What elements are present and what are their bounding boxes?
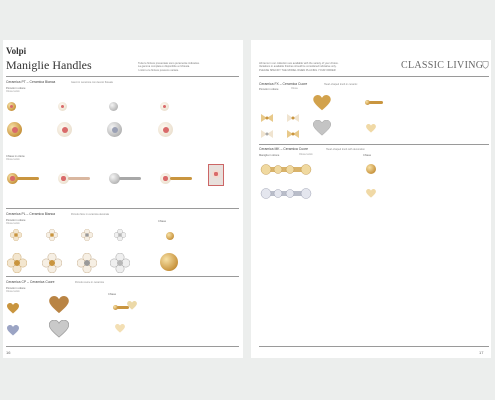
left-catalog-page xyxy=(3,40,243,358)
knob-image xyxy=(166,232,174,240)
heart-knob-image xyxy=(49,296,69,314)
tile-image xyxy=(208,164,224,186)
flower-knob-image xyxy=(42,253,62,273)
knob-image xyxy=(57,122,72,137)
section-divider xyxy=(6,276,239,277)
section-note: Heart-shaped knob in ceramic xyxy=(324,83,358,86)
section-divider xyxy=(6,208,239,209)
knob-image xyxy=(109,102,118,111)
flower-knob-image xyxy=(81,229,93,241)
flower-knob-image xyxy=(46,229,58,241)
finish-sub: Ottone lucido xyxy=(299,154,313,156)
flower-knob-image xyxy=(110,253,130,273)
finish-label: Maniglia in ottone xyxy=(259,154,280,157)
brand-name: Volpi xyxy=(6,46,27,56)
flower-knob-image xyxy=(77,253,97,273)
knob-image xyxy=(7,102,16,111)
key-shaft-image xyxy=(17,177,39,180)
knob-image xyxy=(160,102,169,111)
section-note: Pomolo cuore in ceramica xyxy=(75,281,104,284)
heart-knob-image xyxy=(366,189,376,198)
finish-sub: Ottone lucido xyxy=(6,159,20,161)
flower-knob-image xyxy=(10,229,22,241)
right-catalog-page xyxy=(251,40,491,358)
finish-label: Chiave xyxy=(363,154,372,157)
knob-image xyxy=(158,122,173,137)
page-title: Maniglie Handles xyxy=(6,58,92,72)
finish-label: Chiave xyxy=(108,293,117,296)
finish-label: Chiave in ottone xyxy=(6,155,25,158)
bow-knob-image xyxy=(260,130,274,138)
section-code: Ceramica PL – Ceramica Bianca xyxy=(6,212,56,216)
finish-label: Pomolo in ottone xyxy=(6,287,26,290)
section-code: Ceramica FX – Ceramica Cuore xyxy=(259,82,308,86)
bow-knob-image xyxy=(260,114,274,122)
bow-knob-image xyxy=(286,130,300,138)
heart-knob-image xyxy=(7,303,19,314)
section-code: Ceramica PT – Ceramica Bianca xyxy=(6,80,56,84)
knob-image xyxy=(7,122,22,137)
section-note: Ganci in ceramica con decoro floreale xyxy=(71,81,113,84)
header-note: Tutte le finiture presentate sono puramente indicative. La gamma completa è disponibile a richiesta. I colori e le finiture possono variare. xyxy=(138,62,200,72)
finish-label: Pomolo in ottone xyxy=(259,88,279,91)
header-divider xyxy=(259,76,489,77)
brand-name: CLASSIC LIVING xyxy=(401,60,484,71)
finish-sub: Ottone lucido xyxy=(6,223,20,225)
finish-sub: Ottone lucido xyxy=(6,91,20,93)
finish-label: Pomolo in ottone xyxy=(6,87,26,90)
knob-image xyxy=(58,102,67,111)
ornate-handle-image xyxy=(260,186,312,201)
heart-knob-image xyxy=(49,320,69,338)
footer-divider xyxy=(259,346,489,347)
heart-knob-image xyxy=(313,95,331,111)
key-shaft-image xyxy=(119,177,141,180)
page-number: 16 xyxy=(6,350,11,355)
section-note: Pomolo fiore in ceramica decorata xyxy=(71,213,109,216)
section-divider xyxy=(259,144,489,145)
knob-image xyxy=(107,122,122,137)
key-shaft-image xyxy=(170,177,192,180)
page-number: 17 xyxy=(479,350,484,355)
section-note: Heart-shaped knob with decoration xyxy=(326,148,365,151)
knob-image xyxy=(366,164,376,174)
key-shaft-image xyxy=(68,177,90,180)
section-code: Ceramica CP – Ceramica Cuore xyxy=(6,280,55,284)
heart-knob-image xyxy=(7,325,19,336)
section-code: Ceramica MK – Ceramica Cuore xyxy=(259,147,308,151)
knob-image xyxy=(160,253,178,271)
finish-label: Pomolo in ottone xyxy=(6,219,26,222)
flower-knob-image xyxy=(114,229,126,241)
flower-knob-image xyxy=(7,253,27,273)
crest-icon xyxy=(482,61,489,69)
footer-divider xyxy=(6,346,239,347)
header-note: All items in our collection are available with the variety of your choice. Variations in available finishes should be considered indicative only. PLEASE SPECIFY THE MODEL WHEN PLACING YOUR ORDER xyxy=(259,62,339,72)
heart-knob-image xyxy=(127,301,137,310)
ornate-handle-image xyxy=(260,162,312,177)
finish-label: Chiave xyxy=(158,220,167,223)
heart-knob-image xyxy=(115,324,125,333)
finish-sub: Ottone xyxy=(291,88,298,90)
heart-knob-image xyxy=(313,120,331,136)
heart-knob-image xyxy=(366,124,376,133)
header-divider xyxy=(6,76,239,77)
bow-knob-image xyxy=(286,114,300,122)
key-shaft-image xyxy=(369,101,383,104)
finish-sub: Ottone lucido xyxy=(6,291,20,293)
